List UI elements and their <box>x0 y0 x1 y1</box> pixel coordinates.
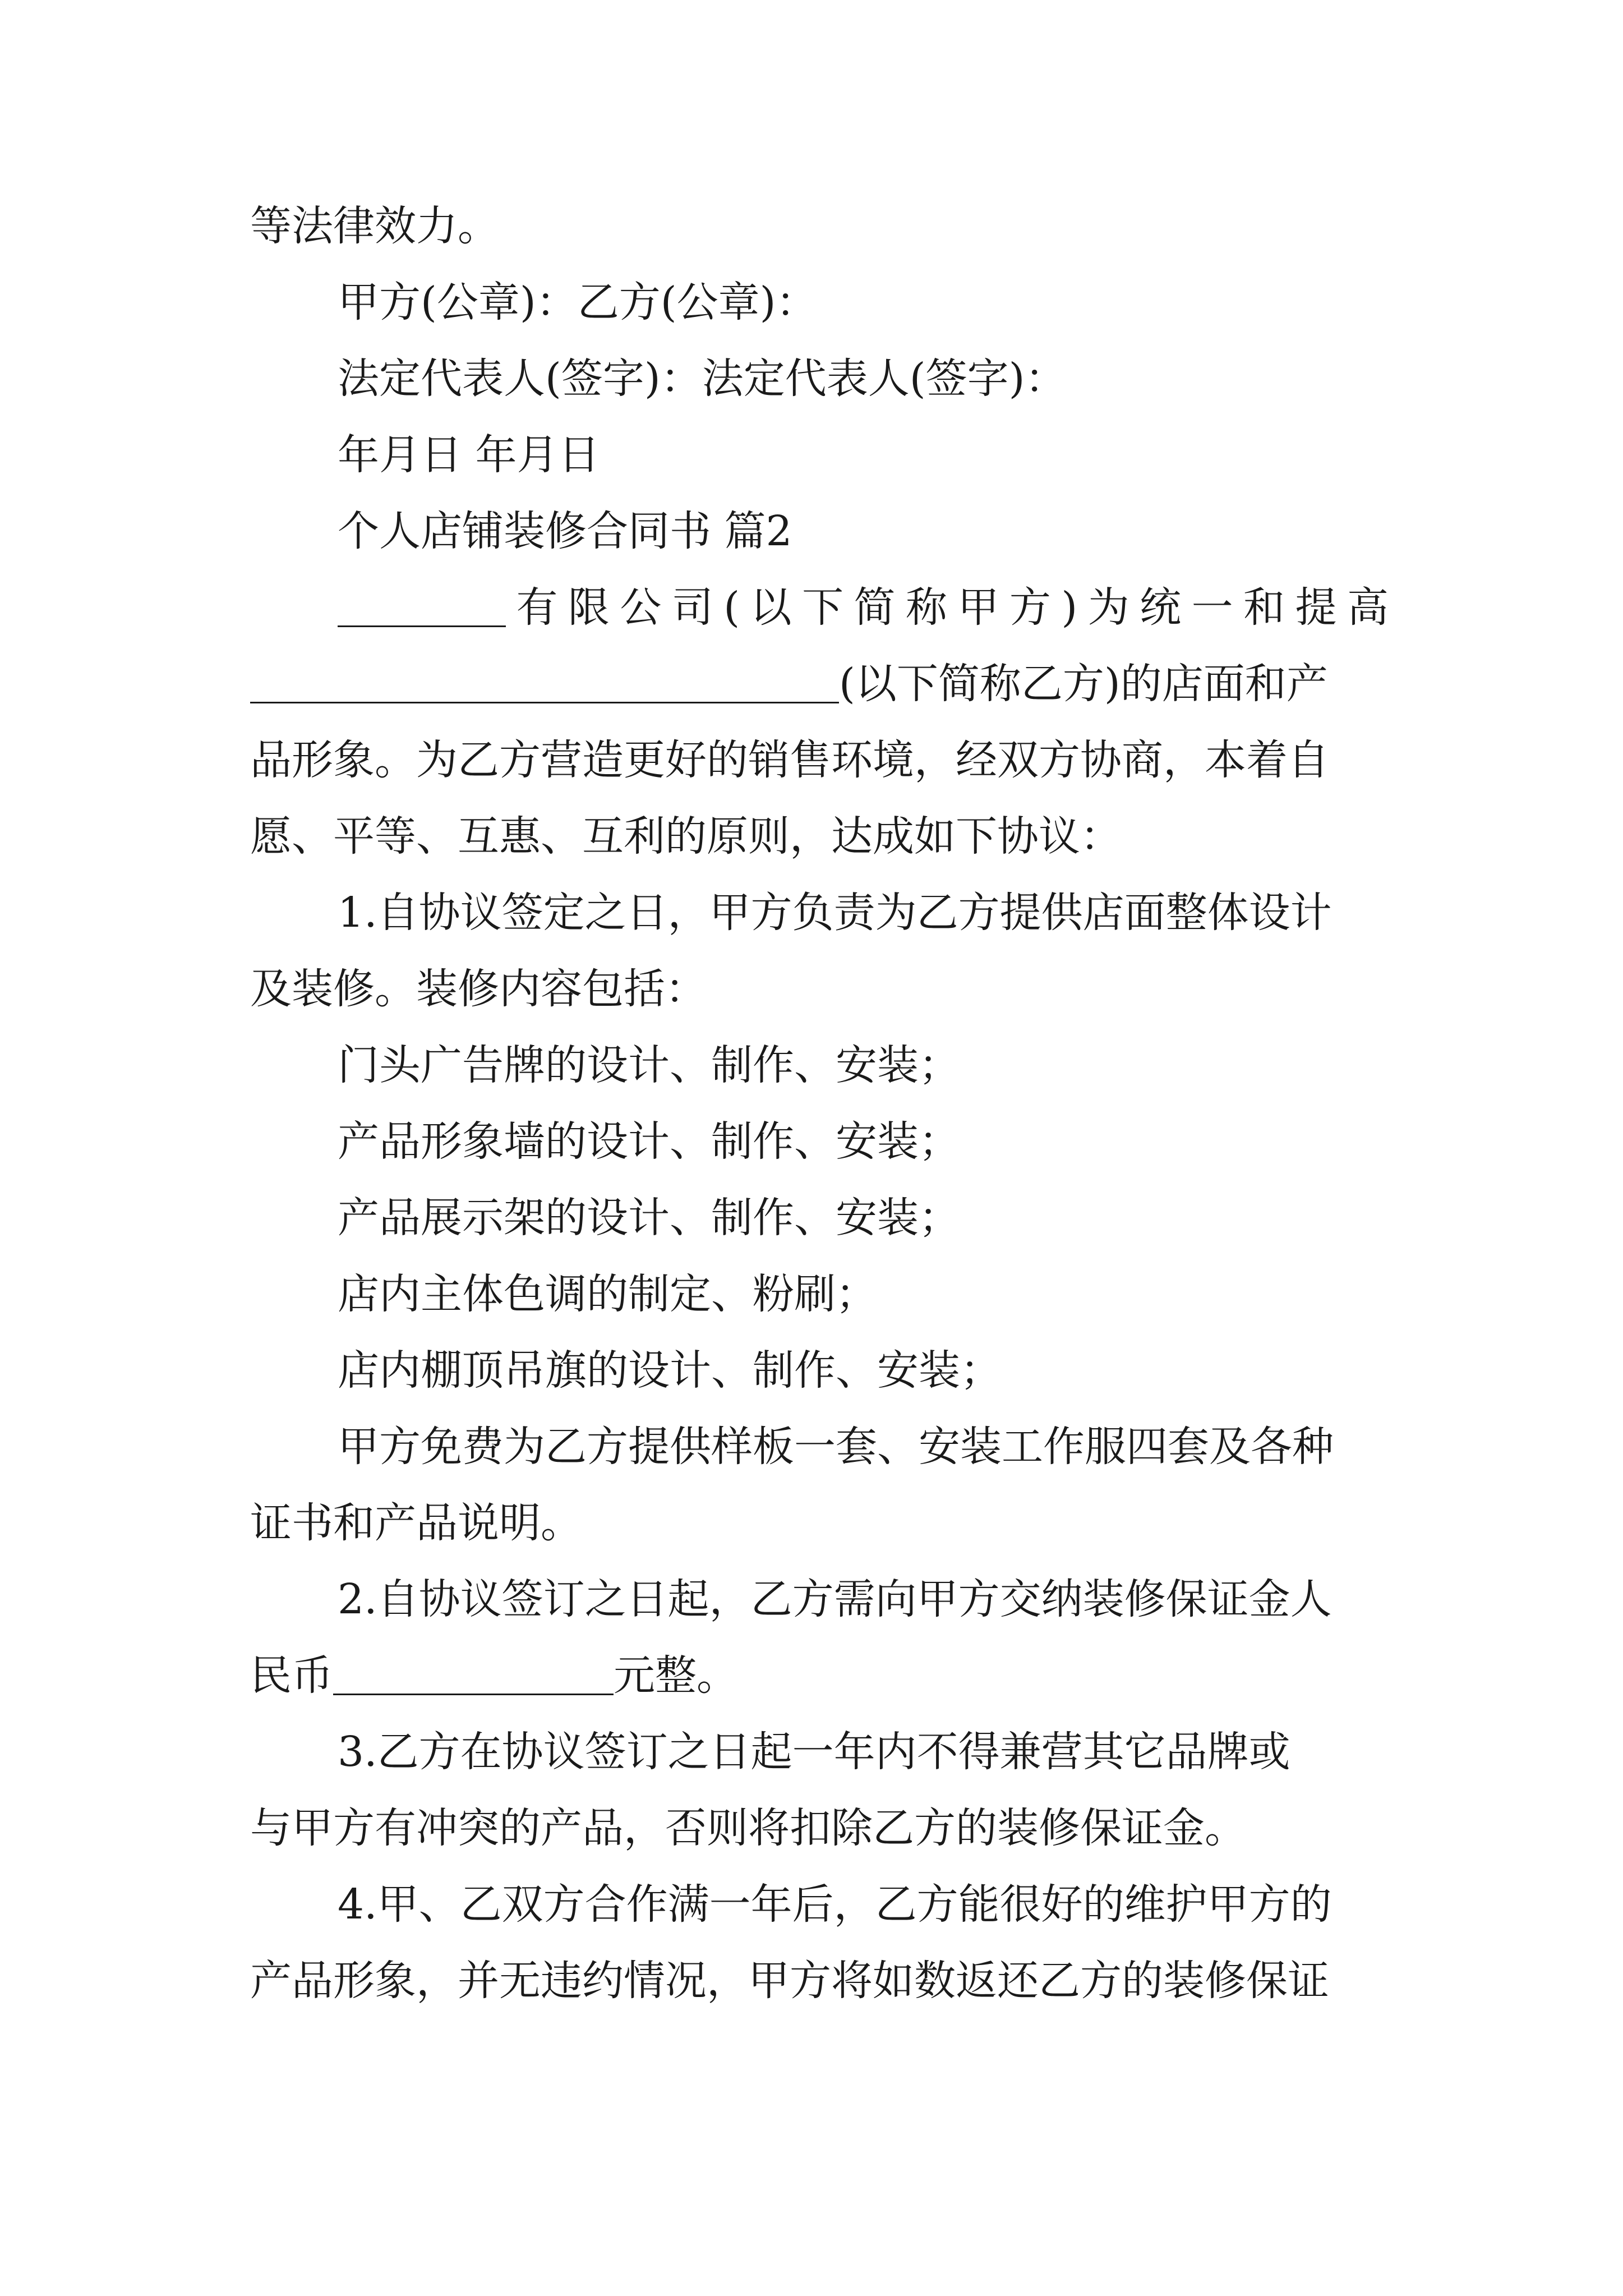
text-line <box>250 1256 1389 1332</box>
paragraph-text: (以下简称乙方)的店面和产 <box>839 660 1328 708</box>
date-line: 年月日 年月日 <box>338 431 600 479</box>
text-line <box>250 341 1389 417</box>
paragraph-text: 等法律效力。 <box>250 202 499 250</box>
seal-line: 甲方(公章)：乙方(公章)： <box>338 278 818 326</box>
paragraph-text: 甲方免费为乙方提供样板一套、安装工作服四套及各种 <box>338 1423 1334 1471</box>
text-line <box>250 417 1389 493</box>
list-item: 店内棚顶吊旗的设计、制作、安装； <box>338 1346 1002 1395</box>
text-line <box>250 1790 1389 1866</box>
clause-2-text: 2.自协议签订之日起，乙方需向甲方交纳装修保证金人 <box>338 1575 1332 1623</box>
text-line <box>250 264 1389 341</box>
text-line <box>250 569 1389 646</box>
fill-in-blank <box>338 591 506 627</box>
list-item: 产品形象墙的设计、制作、安装； <box>338 1117 960 1166</box>
text-line <box>250 1943 1389 2019</box>
text-line <box>250 1637 1389 1714</box>
text-line <box>250 188 1389 264</box>
signature-line: 法定代表人(签字)：法定代表人(签字)： <box>338 355 1067 403</box>
paragraph-text: 及装修。装修内容包括： <box>250 965 707 1013</box>
text-line <box>250 951 1389 1027</box>
fill-in-blank <box>250 667 839 703</box>
paragraph-text: 品形象。为乙方营造更好的销售环境，经双方协商，本着自 <box>250 736 1329 784</box>
text-line <box>250 722 1389 798</box>
text-line <box>250 875 1389 951</box>
clause-1-text: 1.自协议签定之日，甲方负责为乙方提供店面整体设计 <box>338 889 1332 937</box>
text-line <box>250 1027 1389 1103</box>
paragraph-text: 产品形象，并无违约情况，甲方将如数返还乙方的装修保证 <box>250 1957 1329 2005</box>
clause-4-text: 4.甲、乙双方合作满一年后，乙方能很好的维护甲方的 <box>338 1880 1332 1929</box>
text-line <box>250 1714 1389 1790</box>
paragraph-text: 民币 <box>250 1651 333 1700</box>
list-item: 产品展示架的设计、制作、安装； <box>338 1194 960 1242</box>
paragraph-text: 有限公司(以下简称甲方)为统一和提高 <box>506 583 1389 632</box>
text-line <box>250 1485 1389 1561</box>
section-title <box>250 493 1389 569</box>
section-heading: 个人店铺装修合同书 篇2 <box>338 507 792 555</box>
paragraph-text: 元整。 <box>614 1651 738 1700</box>
paragraph-text: 与甲方有冲突的产品，否则将扣除乙方的装修保证金。 <box>250 1804 1246 1852</box>
text-line <box>250 1180 1389 1256</box>
text-line <box>250 1332 1389 1409</box>
clause-3-text: 3.乙方在协议签订之日起一年内不得兼营其它品牌或 <box>338 1728 1290 1776</box>
text-line <box>250 1561 1389 1637</box>
text-line <box>250 1409 1389 1485</box>
list-item: 门头广告牌的设计、制作、安装； <box>338 1041 960 1089</box>
paragraph-text: 愿、平等、互惠、互利的原则，达成如下协议： <box>250 812 1122 861</box>
text-line <box>250 798 1389 875</box>
text-line <box>250 1103 1389 1180</box>
paragraph-text: 证书和产品说明。 <box>250 1499 582 1547</box>
text-line <box>250 646 1389 722</box>
list-item: 店内主体色调的制定、粉刷； <box>338 1270 877 1318</box>
fill-in-blank <box>333 1659 614 1695</box>
text-line <box>250 1866 1389 1943</box>
contract-page <box>250 188 1389 2019</box>
